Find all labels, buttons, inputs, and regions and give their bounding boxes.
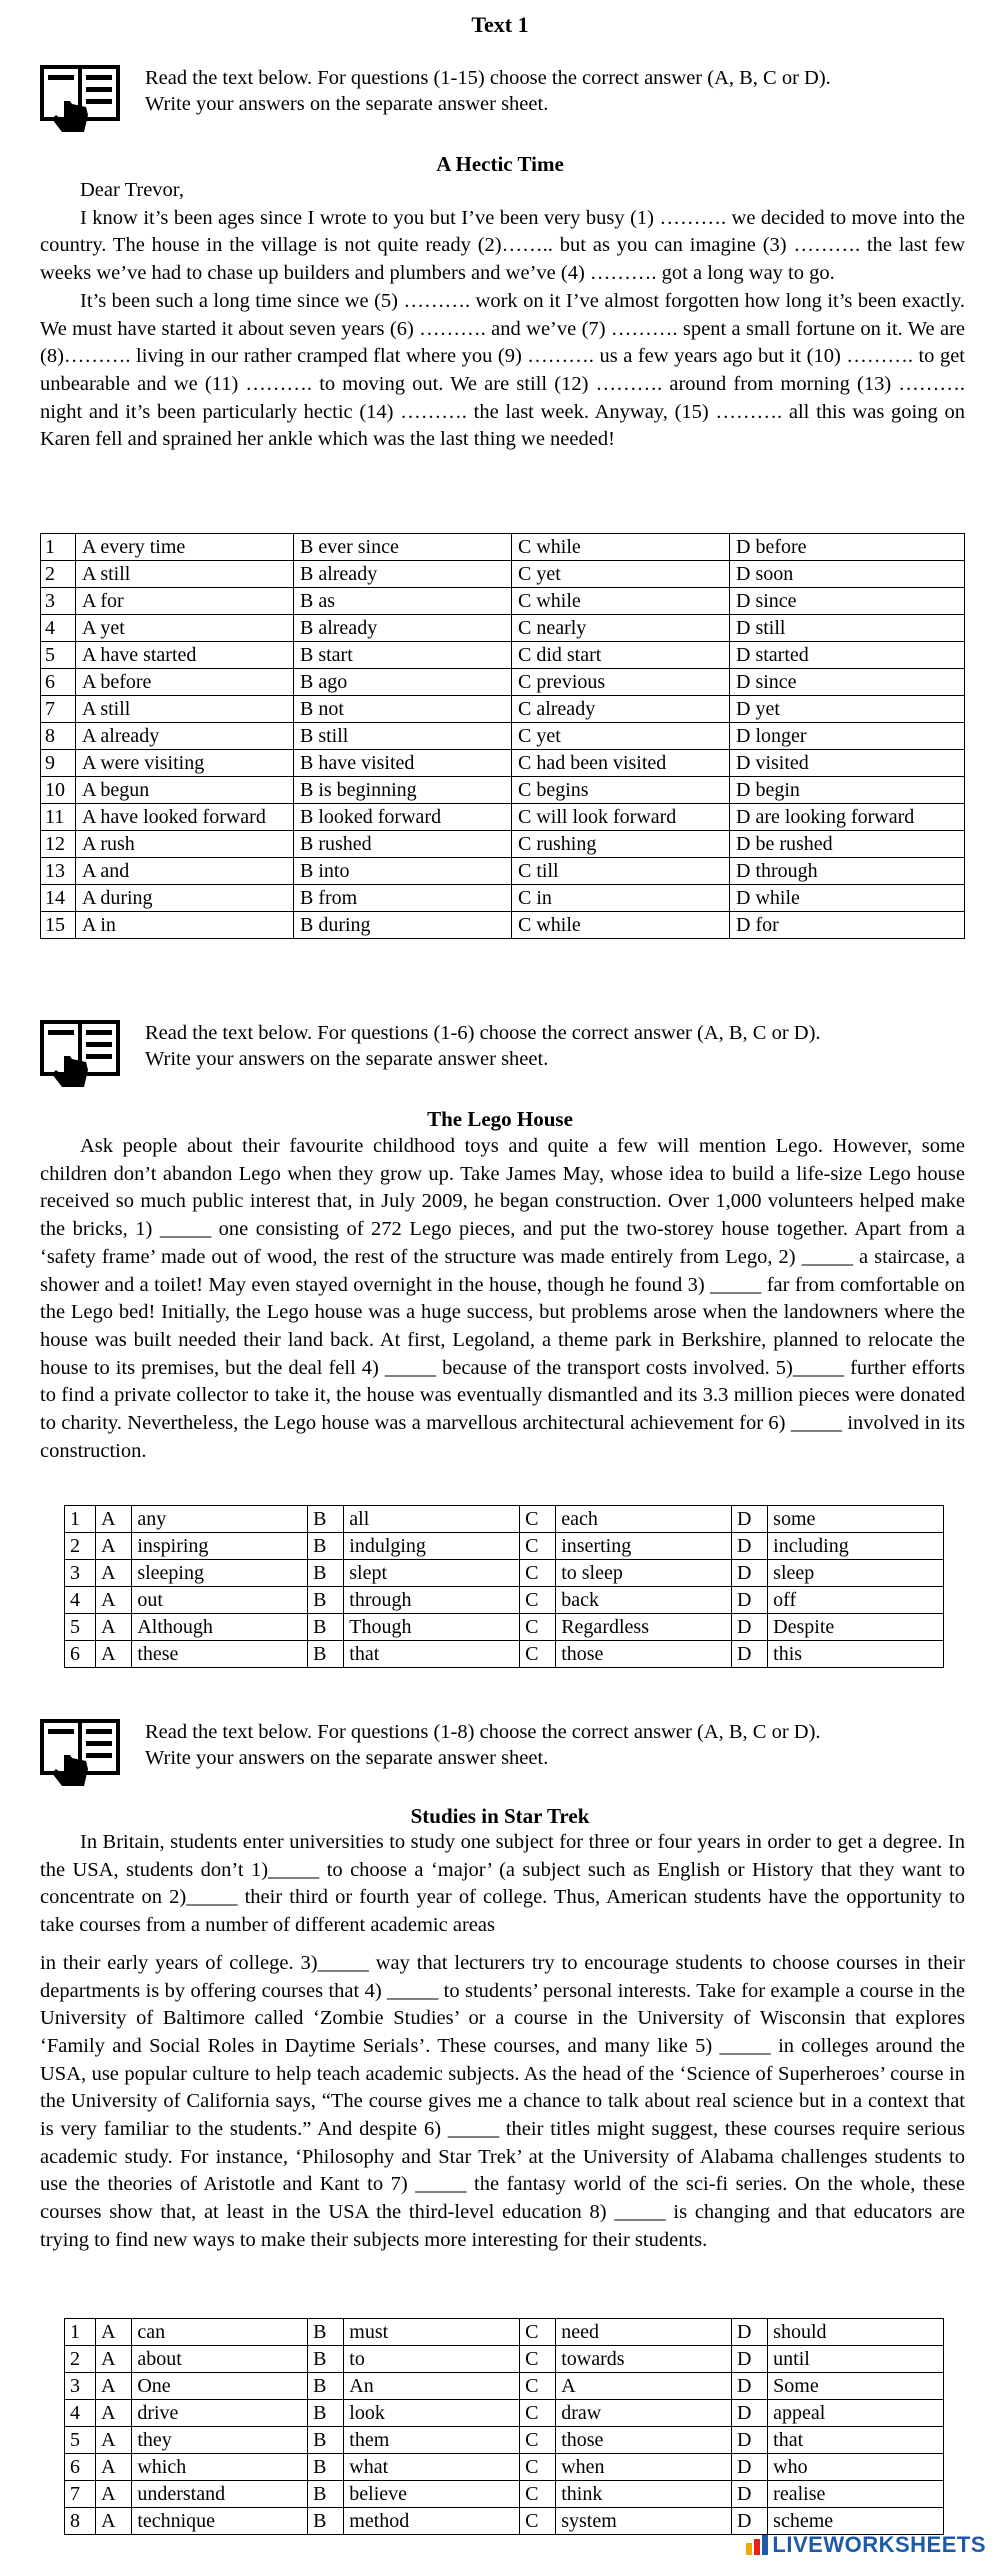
- option-letter-a: A: [96, 2400, 132, 2427]
- option-letter-c: C: [520, 2319, 556, 2346]
- option-c: C yet: [512, 561, 730, 588]
- option-c: C while: [512, 588, 730, 615]
- option-c: think: [556, 2481, 732, 2508]
- option-b: B ever since: [294, 534, 512, 561]
- answer-options-table-3: [64, 2318, 944, 2535]
- option-a: out: [132, 1587, 308, 1614]
- option-b: B ago: [294, 669, 512, 696]
- option-a: A begun: [76, 777, 294, 804]
- option-a: A have looked forward: [76, 804, 294, 831]
- option-a: any: [132, 1506, 308, 1533]
- option-d: D started: [730, 642, 965, 669]
- option-b: B have visited: [294, 750, 512, 777]
- question-number: 6: [41, 669, 76, 696]
- instruction-line: Write your answers on the separate answer sheet.: [145, 93, 549, 115]
- table-row: [65, 1587, 944, 1614]
- option-b: B into: [294, 858, 512, 885]
- option-letter-a: A: [96, 2346, 132, 2373]
- option-a: these: [132, 1641, 308, 1668]
- option-c: C will look forward: [512, 804, 730, 831]
- option-letter-c: C: [520, 1560, 556, 1587]
- option-d: should: [768, 2319, 944, 2346]
- passage-3: [40, 1829, 965, 2255]
- option-d: D be rushed: [730, 831, 965, 858]
- option-letter-c: C: [520, 1587, 556, 1614]
- option-a: A every time: [76, 534, 294, 561]
- option-c: Regardless: [556, 1614, 732, 1641]
- option-letter-d: D: [732, 2400, 768, 2427]
- option-b: to: [344, 2346, 520, 2373]
- table-row: [41, 777, 965, 804]
- question-number: 9: [41, 750, 76, 777]
- table-row: [41, 588, 965, 615]
- table-row: [41, 804, 965, 831]
- passage-paragraph: I know it’s been ages since I wrote to you but I’ve been very busy (1) ………. we decided to move into the country. The house in the village is not quite ready (2)…….. but as you can imagine (3) ………. the last few weeks we’ve had to chase up builders and plumbers and we’ve (4) ………. got a long way to go.: [40, 206, 965, 285]
- option-c: C begins: [512, 777, 730, 804]
- passage-title-3: Studies in Star Trek: [410, 1804, 590, 1828]
- option-letter-a: A: [96, 2319, 132, 2346]
- question-number: 7: [65, 2481, 96, 2508]
- table-row: [41, 723, 965, 750]
- option-b: B already: [294, 561, 512, 588]
- option-letter-c: C: [520, 2346, 556, 2373]
- option-letter-a: A: [96, 1641, 132, 1668]
- option-a: about: [132, 2346, 308, 2373]
- option-letter-b: B: [308, 2373, 344, 2400]
- liveworksheets-logo: [746, 2532, 986, 2558]
- question-number: 4: [41, 615, 76, 642]
- option-a: A yet: [76, 615, 294, 642]
- answer-options-table-2: [64, 1505, 944, 1668]
- instruction-block-1: [40, 63, 965, 133]
- question-number: 10: [41, 777, 76, 804]
- table-row: [41, 669, 965, 696]
- option-d: D longer: [730, 723, 965, 750]
- option-letter-c: C: [520, 2427, 556, 2454]
- option-letter-a: A: [96, 1533, 132, 1560]
- question-number: 2: [41, 561, 76, 588]
- option-d: including: [768, 1533, 944, 1560]
- passage-title-1: A Hectic Time: [436, 152, 564, 176]
- option-letter-d: D: [732, 2454, 768, 2481]
- option-b: slept: [344, 1560, 520, 1587]
- table-row: [41, 858, 965, 885]
- option-c: those: [556, 2427, 732, 2454]
- option-c: C nearly: [512, 615, 730, 642]
- option-b: that: [344, 1641, 520, 1668]
- option-d: D through: [730, 858, 965, 885]
- table-row: [41, 912, 965, 939]
- option-c: draw: [556, 2400, 732, 2427]
- option-b: B already: [294, 615, 512, 642]
- option-d: appeal: [768, 2400, 944, 2427]
- option-b: look: [344, 2400, 520, 2427]
- liveworksheets-icon: [746, 2535, 768, 2555]
- table-row: [65, 1641, 944, 1668]
- option-a: Although: [132, 1614, 308, 1641]
- option-a: A have started: [76, 642, 294, 669]
- option-b: method: [344, 2508, 520, 2535]
- option-letter-a: A: [96, 1560, 132, 1587]
- option-letter-a: A: [96, 2373, 132, 2400]
- option-d: D since: [730, 669, 965, 696]
- answer-options-table-1: [40, 533, 965, 939]
- option-letter-d: D: [732, 1533, 768, 1560]
- question-number: 3: [41, 588, 76, 615]
- option-c: system: [556, 2508, 732, 2535]
- option-letter-c: C: [520, 2454, 556, 2481]
- watermark-text: LIVEWORKSHEETS: [772, 2532, 986, 2557]
- option-letter-b: B: [308, 2319, 344, 2346]
- option-letter-c: C: [520, 1641, 556, 1668]
- option-letter-b: B: [308, 1641, 344, 1668]
- question-number: 1: [65, 2319, 96, 2346]
- option-a: A were visiting: [76, 750, 294, 777]
- option-letter-d: D: [732, 1506, 768, 1533]
- option-letter-d: D: [732, 2481, 768, 2508]
- table-row: [41, 885, 965, 912]
- option-letter-b: B: [308, 2481, 344, 2508]
- option-letter-b: B: [308, 2346, 344, 2373]
- option-letter-d: D: [732, 1614, 768, 1641]
- option-d: Some: [768, 2373, 944, 2400]
- option-c: C already: [512, 696, 730, 723]
- option-letter-a: A: [96, 2454, 132, 2481]
- option-b: An: [344, 2373, 520, 2400]
- option-c: C while: [512, 534, 730, 561]
- question-number: 6: [65, 2454, 96, 2481]
- question-number: 13: [41, 858, 76, 885]
- option-a: A rush: [76, 831, 294, 858]
- reading-hand-icon: [40, 63, 130, 133]
- table-row: [65, 2346, 944, 2373]
- option-letter-c: C: [520, 1533, 556, 1560]
- option-letter-c: C: [520, 2373, 556, 2400]
- option-d: D soon: [730, 561, 965, 588]
- option-a: One: [132, 2373, 308, 2400]
- option-letter-d: D: [732, 1641, 768, 1668]
- option-d: D while: [730, 885, 965, 912]
- option-b: B looked forward: [294, 804, 512, 831]
- option-letter-c: C: [520, 1506, 556, 1533]
- table-row: [41, 831, 965, 858]
- question-number: 3: [65, 1560, 96, 1587]
- option-d: D visited: [730, 750, 965, 777]
- salutation: Dear Trevor,: [80, 179, 184, 201]
- option-letter-c: C: [520, 1614, 556, 1641]
- instruction-line: Write your answers on the separate answer sheet.: [145, 1048, 549, 1070]
- option-c: C till: [512, 858, 730, 885]
- option-letter-a: A: [96, 2427, 132, 2454]
- question-number: 5: [65, 1614, 96, 1641]
- option-b: believe: [344, 2481, 520, 2508]
- option-a: sleeping: [132, 1560, 308, 1587]
- option-a: A already: [76, 723, 294, 750]
- option-d: D are looking forward: [730, 804, 965, 831]
- question-number: 14: [41, 885, 76, 912]
- option-d: D for: [730, 912, 965, 939]
- option-c: need: [556, 2319, 732, 2346]
- question-number: 11: [41, 804, 76, 831]
- passage-paragraph: In Britain, students enter universities to study one subject for three or four years in order to get a degree. In the USA, students don’t 1)_____ to choose a ‘major’ (a subject such as English or History that they want to concentrate on 2)_____ their third or fourth year of college. Thus, American students have the opportunity to take courses from a number of different academic areas: [40, 1831, 965, 1937]
- passage-paragraph: It’s been such a long time since we (5) ………. work on it I’ve almost forgotten how long it’s been exactly. We must have started it about seven years (6) ………. and we’ve (7) ………. spent a small fortune on it. We are (8)………. living in our rather cramped flat where you (9) ………. us a few years ago but it (10) ………. to get unbearable and we (11) ………. to moving out. We are still (12) ………. around from morning (13) ………. night and it’s been particularly hectic (14) ………. the last week. Anyway, (15) ………. all this was going on Karen fell and sprained her ankle which was the last thing we needed!: [40, 289, 965, 451]
- question-number: 1: [41, 534, 76, 561]
- table-row: [41, 561, 965, 588]
- table-row: [65, 1560, 944, 1587]
- option-letter-b: B: [308, 1560, 344, 1587]
- option-letter-b: B: [308, 1587, 344, 1614]
- option-letter-a: A: [96, 1614, 132, 1641]
- table-row: [65, 2508, 944, 2535]
- instruction-line: Read the text below. For questions (1-15) choose the correct answer (A, B, C or D).: [145, 67, 831, 89]
- option-b: them: [344, 2427, 520, 2454]
- option-letter-d: D: [732, 1587, 768, 1614]
- question-number: 12: [41, 831, 76, 858]
- option-d: realise: [768, 2481, 944, 2508]
- option-letter-d: D: [732, 2508, 768, 2535]
- option-a: A during: [76, 885, 294, 912]
- question-number: 5: [65, 2427, 96, 2454]
- table-row: [65, 2454, 944, 2481]
- option-a: technique: [132, 2508, 308, 2535]
- table-row: [65, 1533, 944, 1560]
- option-letter-b: B: [308, 1533, 344, 1560]
- option-letter-a: A: [96, 1587, 132, 1614]
- option-letter-d: D: [732, 2427, 768, 2454]
- option-b: B as: [294, 588, 512, 615]
- option-letter-b: B: [308, 2454, 344, 2481]
- option-d: D yet: [730, 696, 965, 723]
- option-d: some: [768, 1506, 944, 1533]
- passage-paragraph: in their early years of college. 3)_____ way that lecturers try to encourage students to choose courses in their departments is by offering courses that 4) _____ to students’ personal interests. Take for example a course in the University of Baltimore called ‘Zombie Studies’ or a course in the University of Wisconsin that explores ‘Family and Social Roles in Daytime Serials’. These courses, and many like 5) _____ in colleges around the USA, use popular culture to help teach academic subjects. As the head of the ‘Science of Superheroes’ course in the University of California says, “The course gives me a chance to talk about real science but in a context that is very familiar to the students.” And despite 6) _____ their titles might suggest, these courses require serious academic study. For instance, ‘Philosophy and Star Trek’ at the University of Alabama challenges students to use the theories of Aristotle and Kant to 7) _____ the fantasy world of the sci-fi series. On the whole, these courses show that, at least in the USA the third-level education 8) _____ is changing and that educators are trying to find new ways to make their subjects more interesting for their students.: [40, 1951, 965, 2251]
- option-b: Though: [344, 1614, 520, 1641]
- option-a: A and: [76, 858, 294, 885]
- option-letter-d: D: [732, 1560, 768, 1587]
- question-number: 3: [65, 2373, 96, 2400]
- option-letter-d: D: [732, 2373, 768, 2400]
- option-b: B from: [294, 885, 512, 912]
- table-row: [41, 534, 965, 561]
- table-row: [41, 642, 965, 669]
- option-letter-b: B: [308, 1614, 344, 1641]
- option-letter-b: B: [308, 2427, 344, 2454]
- instruction-line: Read the text below. For questions (1-8) choose the correct answer (A, B, C or D).: [145, 1721, 821, 1743]
- option-b: must: [344, 2319, 520, 2346]
- option-c: when: [556, 2454, 732, 2481]
- table-row: [65, 2427, 944, 2454]
- option-c: C while: [512, 912, 730, 939]
- option-d: until: [768, 2346, 944, 2373]
- option-c: towards: [556, 2346, 732, 2373]
- option-letter-b: B: [308, 1506, 344, 1533]
- question-number: 8: [41, 723, 76, 750]
- page-heading: Text 1: [471, 12, 529, 37]
- option-c: back: [556, 1587, 732, 1614]
- question-number: 7: [41, 696, 76, 723]
- option-c: C yet: [512, 723, 730, 750]
- option-d: off: [768, 1587, 944, 1614]
- option-a: A in: [76, 912, 294, 939]
- option-b: all: [344, 1506, 520, 1533]
- option-letter-d: D: [732, 2319, 768, 2346]
- option-letter-a: A: [96, 2508, 132, 2535]
- passage-title-2: The Lego House: [427, 1107, 573, 1131]
- option-b: B not: [294, 696, 512, 723]
- option-letter-d: D: [732, 2346, 768, 2373]
- table-row: [41, 750, 965, 777]
- option-a: A for: [76, 588, 294, 615]
- option-c: inserting: [556, 1533, 732, 1560]
- instruction-block-3: [40, 1717, 965, 1787]
- option-letter-c: C: [520, 2508, 556, 2535]
- option-c: each: [556, 1506, 732, 1533]
- option-a: can: [132, 2319, 308, 2346]
- option-d: that: [768, 2427, 944, 2454]
- reading-hand-icon: [40, 1717, 130, 1787]
- option-letter-c: C: [520, 2481, 556, 2508]
- option-c: A: [556, 2373, 732, 2400]
- option-b: B still: [294, 723, 512, 750]
- table-row: [65, 1614, 944, 1641]
- option-b: B is beginning: [294, 777, 512, 804]
- table-row: [41, 615, 965, 642]
- option-a: A still: [76, 696, 294, 723]
- option-d: this: [768, 1641, 944, 1668]
- option-b: what: [344, 2454, 520, 2481]
- question-number: 15: [41, 912, 76, 939]
- option-letter-b: B: [308, 2508, 344, 2535]
- option-a: drive: [132, 2400, 308, 2427]
- table-row: [65, 2400, 944, 2427]
- option-d: D before: [730, 534, 965, 561]
- option-b: indulging: [344, 1533, 520, 1560]
- option-c: C rushing: [512, 831, 730, 858]
- option-a: they: [132, 2427, 308, 2454]
- option-b: through: [344, 1587, 520, 1614]
- option-b: B start: [294, 642, 512, 669]
- option-letter-a: A: [96, 1506, 132, 1533]
- table-row: [65, 1506, 944, 1533]
- option-d: D still: [730, 615, 965, 642]
- option-a: A before: [76, 669, 294, 696]
- option-c: to sleep: [556, 1560, 732, 1587]
- option-b: B rushed: [294, 831, 512, 858]
- option-c: C in: [512, 885, 730, 912]
- instruction-line: Read the text below. For questions (1-6) choose the correct answer (A, B, C or D).: [145, 1022, 821, 1044]
- option-d: who: [768, 2454, 944, 2481]
- reading-hand-icon: [40, 1018, 130, 1088]
- option-c: those: [556, 1641, 732, 1668]
- option-a: understand: [132, 2481, 308, 2508]
- option-letter-a: A: [96, 2481, 132, 2508]
- option-letter-c: C: [520, 2400, 556, 2427]
- option-d: D since: [730, 588, 965, 615]
- table-row: [65, 2319, 944, 2346]
- question-number: 4: [65, 1587, 96, 1614]
- passage-paragraph: Ask people about their favourite childhood toys and quite a few will mention Lego. However, some children don’t abandon Lego when they grow up. Take James May, whose idea to build a life-size Lego house received so much public interest that, in July 2009, he began construction. Over 1,000 volunteers helped make the bricks, 1) _____ one consisting of 272 Lego pieces, and put the two-storey house together. Apart from a ‘safety frame’ made out of wood, the rest of the structure was made entirely from Lego, 2) _____ a staircase, a shower and a toilet! May even stayed overnight in the house, though he found 3) _____ far from comfortable on the Lego bed! Initially, the Lego house was a huge success, but problems arose when the landowners where the house was built needed their land back. At first, Legoland, a theme park in Berkshire, planned to relocate the house to its premises, but the deal fell 4) _____ because of the transport costs involved. 5)_____ further efforts to find a private collector to take it, the house was eventually dismantled and its 3.3 million pieces were donated to charity. Nevertheless, the Lego house was a marvellous architectural achievement for 6) _____ involved in its construction.: [40, 1135, 965, 1462]
- question-number: 5: [41, 642, 76, 669]
- passage-1: [40, 177, 965, 454]
- table-row: [65, 2481, 944, 2508]
- table-row: [41, 696, 965, 723]
- option-d: D begin: [730, 777, 965, 804]
- option-d: scheme: [768, 2508, 944, 2535]
- question-number: 2: [65, 2346, 96, 2373]
- question-number: 6: [65, 1641, 96, 1668]
- option-d: Despite: [768, 1614, 944, 1641]
- option-b: B during: [294, 912, 512, 939]
- option-d: sleep: [768, 1560, 944, 1587]
- question-number: 8: [65, 2508, 96, 2535]
- option-c: C did start: [512, 642, 730, 669]
- table-row: [65, 2373, 944, 2400]
- instruction-line: Write your answers on the separate answer sheet.: [145, 1747, 549, 1769]
- instruction-block-2: [40, 1018, 965, 1088]
- option-a: which: [132, 2454, 308, 2481]
- option-a: inspiring: [132, 1533, 308, 1560]
- option-letter-b: B: [308, 2400, 344, 2427]
- option-c: C had been visited: [512, 750, 730, 777]
- question-number: 2: [65, 1533, 96, 1560]
- question-number: 1: [65, 1506, 96, 1533]
- passage-2: [40, 1133, 965, 1465]
- option-a: A still: [76, 561, 294, 588]
- question-number: 4: [65, 2400, 96, 2427]
- option-c: C previous: [512, 669, 730, 696]
